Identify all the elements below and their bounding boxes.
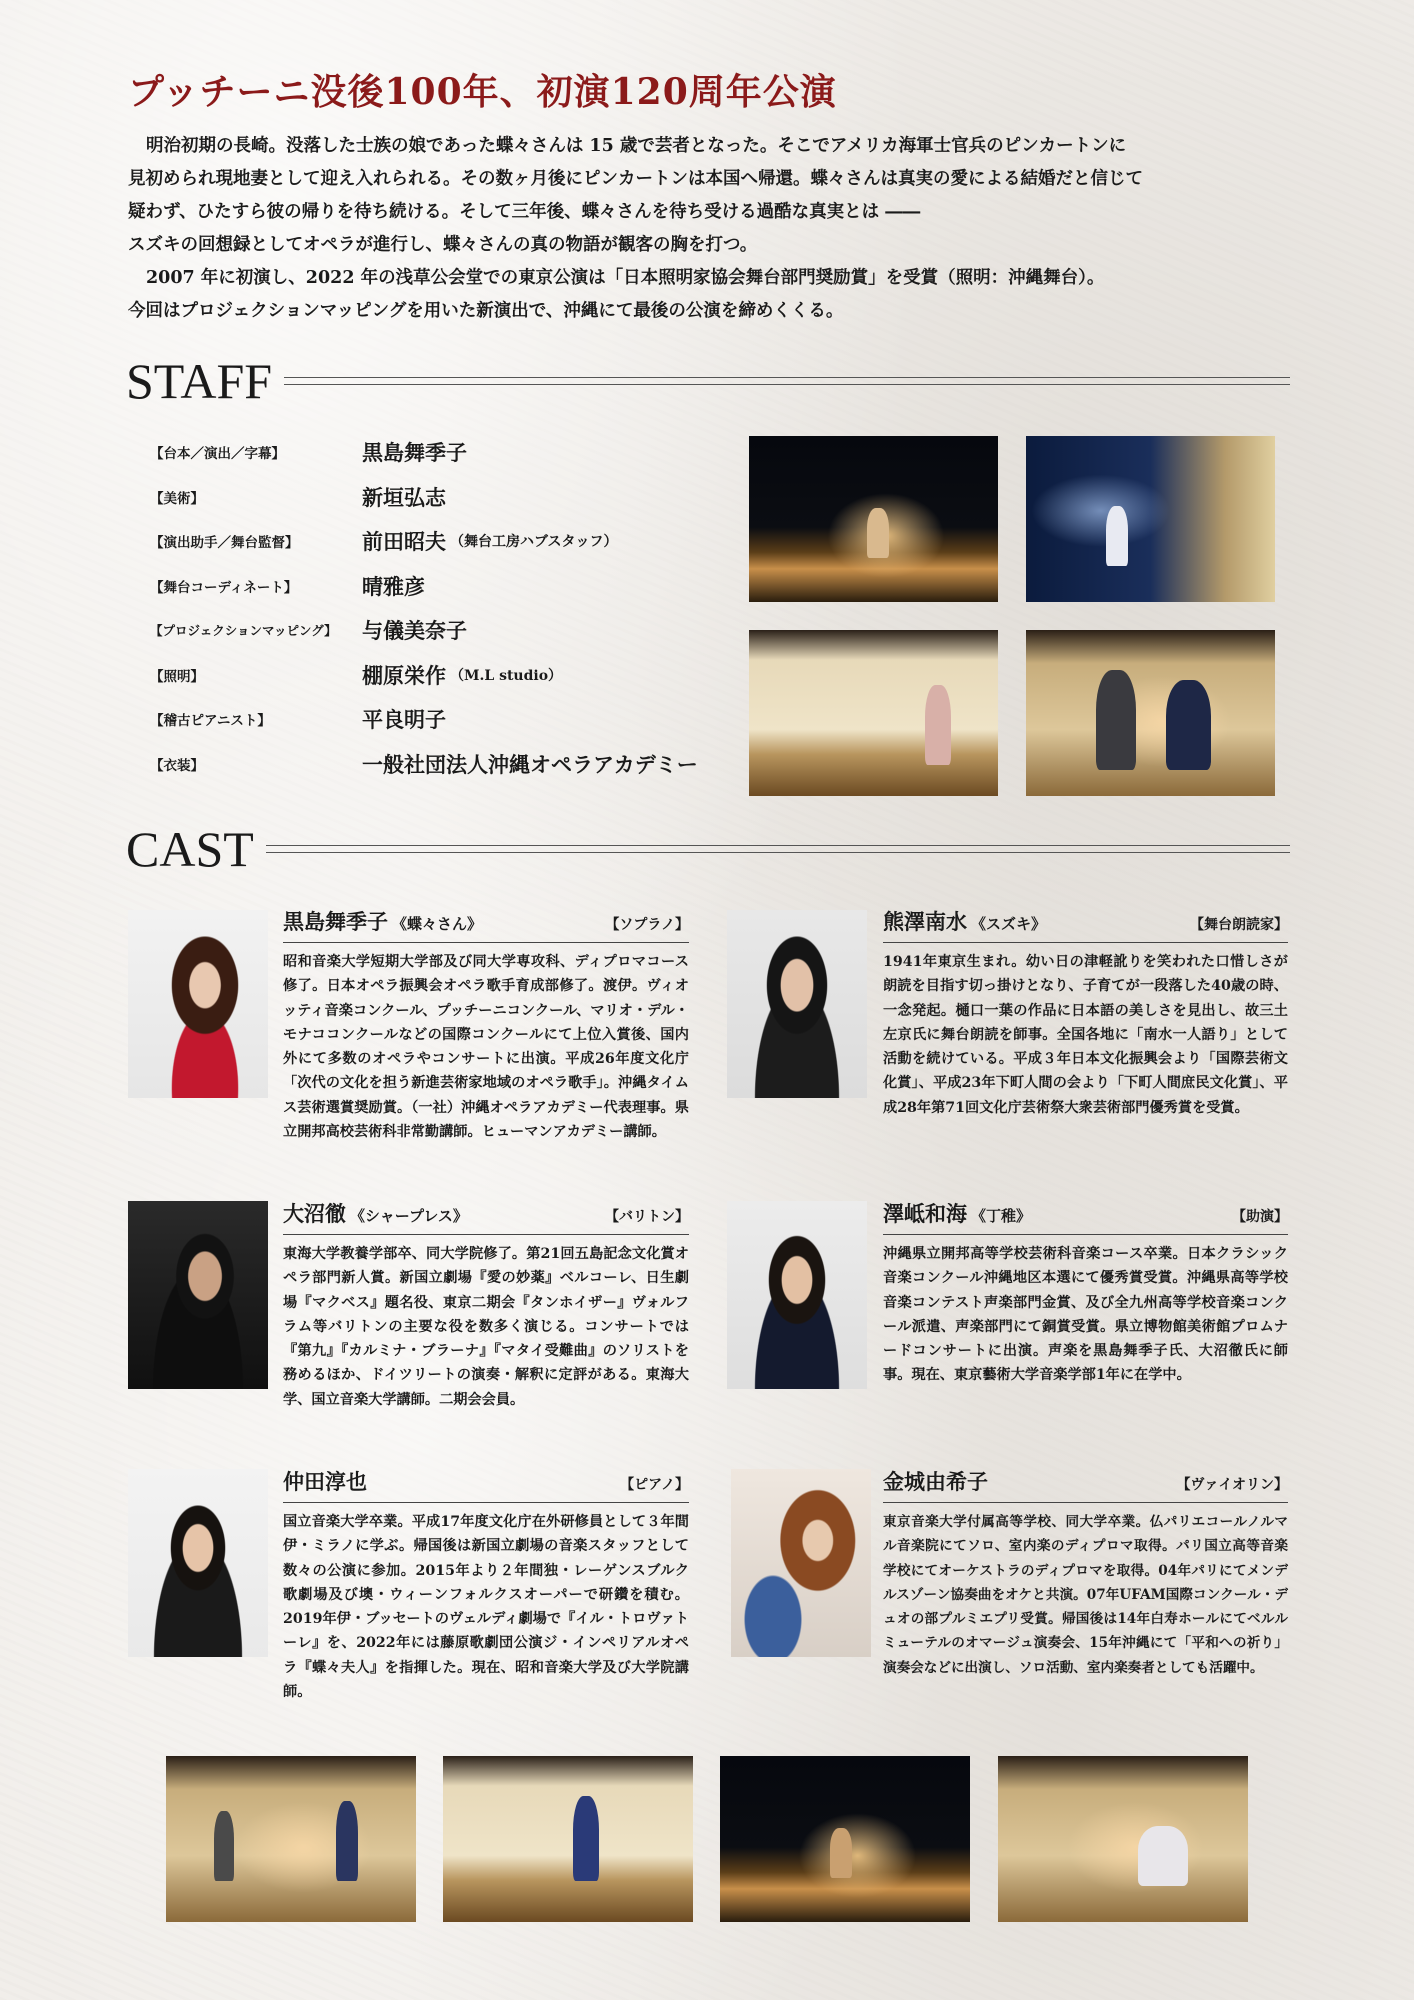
stage-photo: [166, 1756, 416, 1922]
staff-role: 【台本／演出／字幕】: [150, 446, 285, 463]
cast-section-header: [126, 820, 1290, 878]
cast-role: 《スズキ》: [971, 915, 1047, 933]
staff-list: [150, 430, 730, 786]
staff-note: （M.L studio）: [450, 667, 563, 684]
staff-row: [150, 564, 730, 609]
staff-role: 【照明】: [150, 668, 204, 685]
staff-role: 【演出助手／舞台監督】: [150, 535, 299, 552]
stage-photo: [749, 436, 998, 602]
cast-name: 大沼徹: [283, 1201, 346, 1226]
portrait-photo: [731, 1469, 871, 1657]
intro-line: 今回はプロジェクションマッピングを用いた新演出で、沖縄にて最後の公演を締めくくる。: [128, 301, 844, 321]
staff-row: [150, 653, 730, 698]
staff-role: 【稽古ピアニスト】: [150, 713, 271, 730]
staff-name: 前田昭夫: [362, 529, 446, 555]
cast-bio: 1941年東京生まれ。幼い日の津軽訛りを笑われた口惜しさが朗読を目指す切っ掛けとなり、子育てが一段落した40歳の時、一念発起。樋口一葉の作品に日本語の美しさを見出し、故三土左京氏に舞台朗読を師事。全国各地に「南水一人語り」として活動を続けている。平成３年日本文化振興会より「国際芸術文化賞」、平成23年下町人間の会より「下町人間庶民文化賞」、平成28年第71回文化庁芸術祭大衆芸術部門優秀賞を受賞。: [883, 954, 1288, 1116]
staff-name: 新垣弘志: [362, 484, 446, 510]
cast-name: 仲田淳也: [283, 1469, 367, 1494]
intro-line: 見初められ現地妻として迎え入れられる。その数ヶ月後にピンカートンは本国へ帰還。蝶々さんは真実の愛による結婚だと信じて: [128, 169, 1143, 189]
intro-line: 2007 年に初演し、2022 年の浅草公会堂での東京公演は「日本照明家協会舞台部門奨励賞」を受賞（照明：沖縄舞台）。: [146, 268, 1105, 288]
portrait-photo: [128, 1469, 268, 1657]
staff-section-header: [126, 352, 1290, 410]
cast-role: 《シャープレス》: [350, 1207, 468, 1225]
staff-row: [150, 430, 730, 475]
intro-line: 疑わず、ひたすら彼の帰りを待ち続ける。そして三年後、蝶々さんを待ち受ける過酷な真実とは ――: [128, 202, 921, 222]
staff-name: 与儀美奈子: [362, 618, 467, 644]
portrait-photo: [128, 1201, 268, 1389]
portrait-photo: [128, 910, 268, 1098]
cast-header: [883, 1466, 1288, 1503]
stage-photo: [1026, 630, 1275, 796]
staff-row: [150, 697, 730, 742]
cast-header: [283, 1466, 689, 1503]
staff-heading: STAFF: [126, 353, 273, 409]
stage-photo: [443, 1756, 693, 1922]
staff-row: [150, 475, 730, 520]
staff-name: 平良明子: [362, 707, 446, 733]
cast-bio: 沖縄県立開邦高等学校芸術科音楽コース卒業。日本クラシック音楽コンクール沖縄地区本選にて優秀賞受賞。沖縄県高等学校音楽コンテスト声楽部門金賞、及び全九州高等学校音楽コンクール派遣、声楽部門にて銅賞受賞。県立博物館美術館プロムナードコンサートに出演。声楽を黒島舞季子氏、大沼徹氏に師事。現在、東京藝術大学音楽学部1年に在学中。: [883, 1246, 1288, 1384]
staff-role: 【美術】: [150, 490, 204, 507]
cast-bio: 東海大学教養学部卒、同大学院修了。第21回五島記念文化賞オペラ部門新人賞。新国立劇場『愛の妙薬』ベルコーレ、日生劇場『マクベス』題名役、東京二期会『タンホイザー』ヴォルフラム等バリトンの主要な役を数多く演じる。コンサートでは『第九』『カルミナ・ブラーナ』『マタイ受難曲』のソリストを務めるほか、ドイツリートの演奏・解釈に定評がある。東海大学、国立音楽大学講師。二期会会員。: [283, 1246, 689, 1408]
intro-line: スズキの回想録としてオペラが進行し、蝶々さんの真の物語が観客の胸を打つ。: [128, 235, 758, 255]
staff-row: [150, 608, 730, 653]
stage-photo: [1026, 436, 1275, 602]
page-title: プッチーニ没後100年、初演120周年公演: [128, 71, 837, 113]
stage-photo: [998, 1756, 1248, 1922]
cast-header: [283, 1198, 689, 1235]
staff-name: 棚原栄作: [362, 662, 446, 688]
cast-name: 金城由希子: [883, 1469, 988, 1494]
stage-photo: [720, 1756, 970, 1922]
divider: [284, 377, 1290, 385]
portrait-photo: [727, 910, 867, 1098]
cast-bio: 東京音楽大学付属高等学校、同大学卒業。仏パリエコールノルマル音楽院にてソロ、室内楽のディプロマ取得。パリ国立高等音楽学校にてオーケストラのディプロマを取得。04年パリにてメンデルスゾーン協奏曲をオケと共演。07年UFAM国際コンクール・デュオの部プルミエプリ受賞。帰国後は14年白寿ホールにてベルルミューテルのオマージュ演奏会、15年沖縄にて「平和への祈り」演奏会などに出演し、ソロ活動、室内楽奏者としても活躍中。: [883, 1514, 1288, 1676]
cast-role: 《丁稚》: [971, 1207, 1032, 1225]
cast-header: [883, 906, 1288, 943]
cast-bio: 昭和音楽大学短期大学部及び同大学専攻科、ディプロマコース修了。日本オペラ振興会オペラ歌手育成部修了。渡伊。ヴィオッティ音楽コンクール、プッチーニコンクール、マリオ・デル・モナココンクールなどの国際コンクールにて上位入賞後、国内外にて多数のオペラやコンサートに出演。平成26年度文化庁「次代の文化を担う新進芸術家地域のオペラ歌手」。沖縄タイムス芸術選賞奨励賞。（一社）沖縄オペラアカデミー代表理事。県立開邦高校芸術科非常勤講師。ヒューマンアカデミー講師。: [283, 954, 689, 1141]
cast-voice-part: 【ヴァイオリン】: [1176, 1477, 1288, 1493]
intro-text: [128, 130, 1290, 328]
intro-line: 明治初期の長崎。没落した士族の娘であった蝶々さんは 15 歳で芸者となった。そこでアメリカ海軍士官兵のピンカートンに: [146, 136, 1127, 156]
staff-role: 【プロジェクションマッピング】: [150, 623, 337, 639]
staff-name: 一般社団法人沖縄オペラアカデミー: [362, 751, 698, 777]
cast-name: 熊澤南水: [883, 909, 967, 934]
cast-heading: CAST: [126, 821, 254, 877]
staff-name: 晴雅彦: [362, 573, 425, 599]
cast-header: [283, 906, 689, 943]
staff-row: [150, 519, 730, 564]
cast-bio: 国立音楽大学卒業。平成17年度文化庁在外研修員として３年間伊・ミラノに学ぶ。帰国後は新国立劇場の音楽スタッフとして数々の公演に参加。2015年より２年間独・レーゲンスブルク歌劇場及び墺・ウィーンフォルクスオーパーで研鑽を積む。2019年伊・ブッセートのヴェルディ劇場で『イル・トロヴァトーレ』を、2022年には藤原歌劇団公演ジ・インペリアルオペラ『蝶々夫人』を指揮した。現在、昭和音楽大学及び大学院講師。: [283, 1514, 689, 1701]
cast-role: 《蝶々さん》: [392, 915, 483, 933]
cast-voice-part: 【助演】: [1232, 1209, 1288, 1225]
staff-name: 黒島舞季子: [362, 440, 467, 466]
divider: [266, 845, 1290, 853]
staff-role: 【舞台コーディネート】: [150, 579, 298, 596]
cast-name: 黒島舞季子: [283, 909, 388, 934]
portrait-photo: [727, 1201, 867, 1389]
staff-role: 【衣装】: [150, 757, 204, 774]
cast-voice-part: 【ソプラノ】: [605, 917, 689, 933]
staff-row: [150, 742, 730, 787]
cast-voice-part: 【ピアノ】: [620, 1477, 689, 1493]
staff-note: （舞台工房ハブスタッフ）: [450, 534, 618, 551]
cast-header: [883, 1198, 1288, 1235]
cast-voice-part: 【バリトン】: [605, 1209, 689, 1225]
cast-name: 澤岻和海: [883, 1201, 967, 1226]
cast-voice-part: 【舞台朗読家】: [1190, 917, 1288, 933]
stage-photo: [749, 630, 998, 796]
